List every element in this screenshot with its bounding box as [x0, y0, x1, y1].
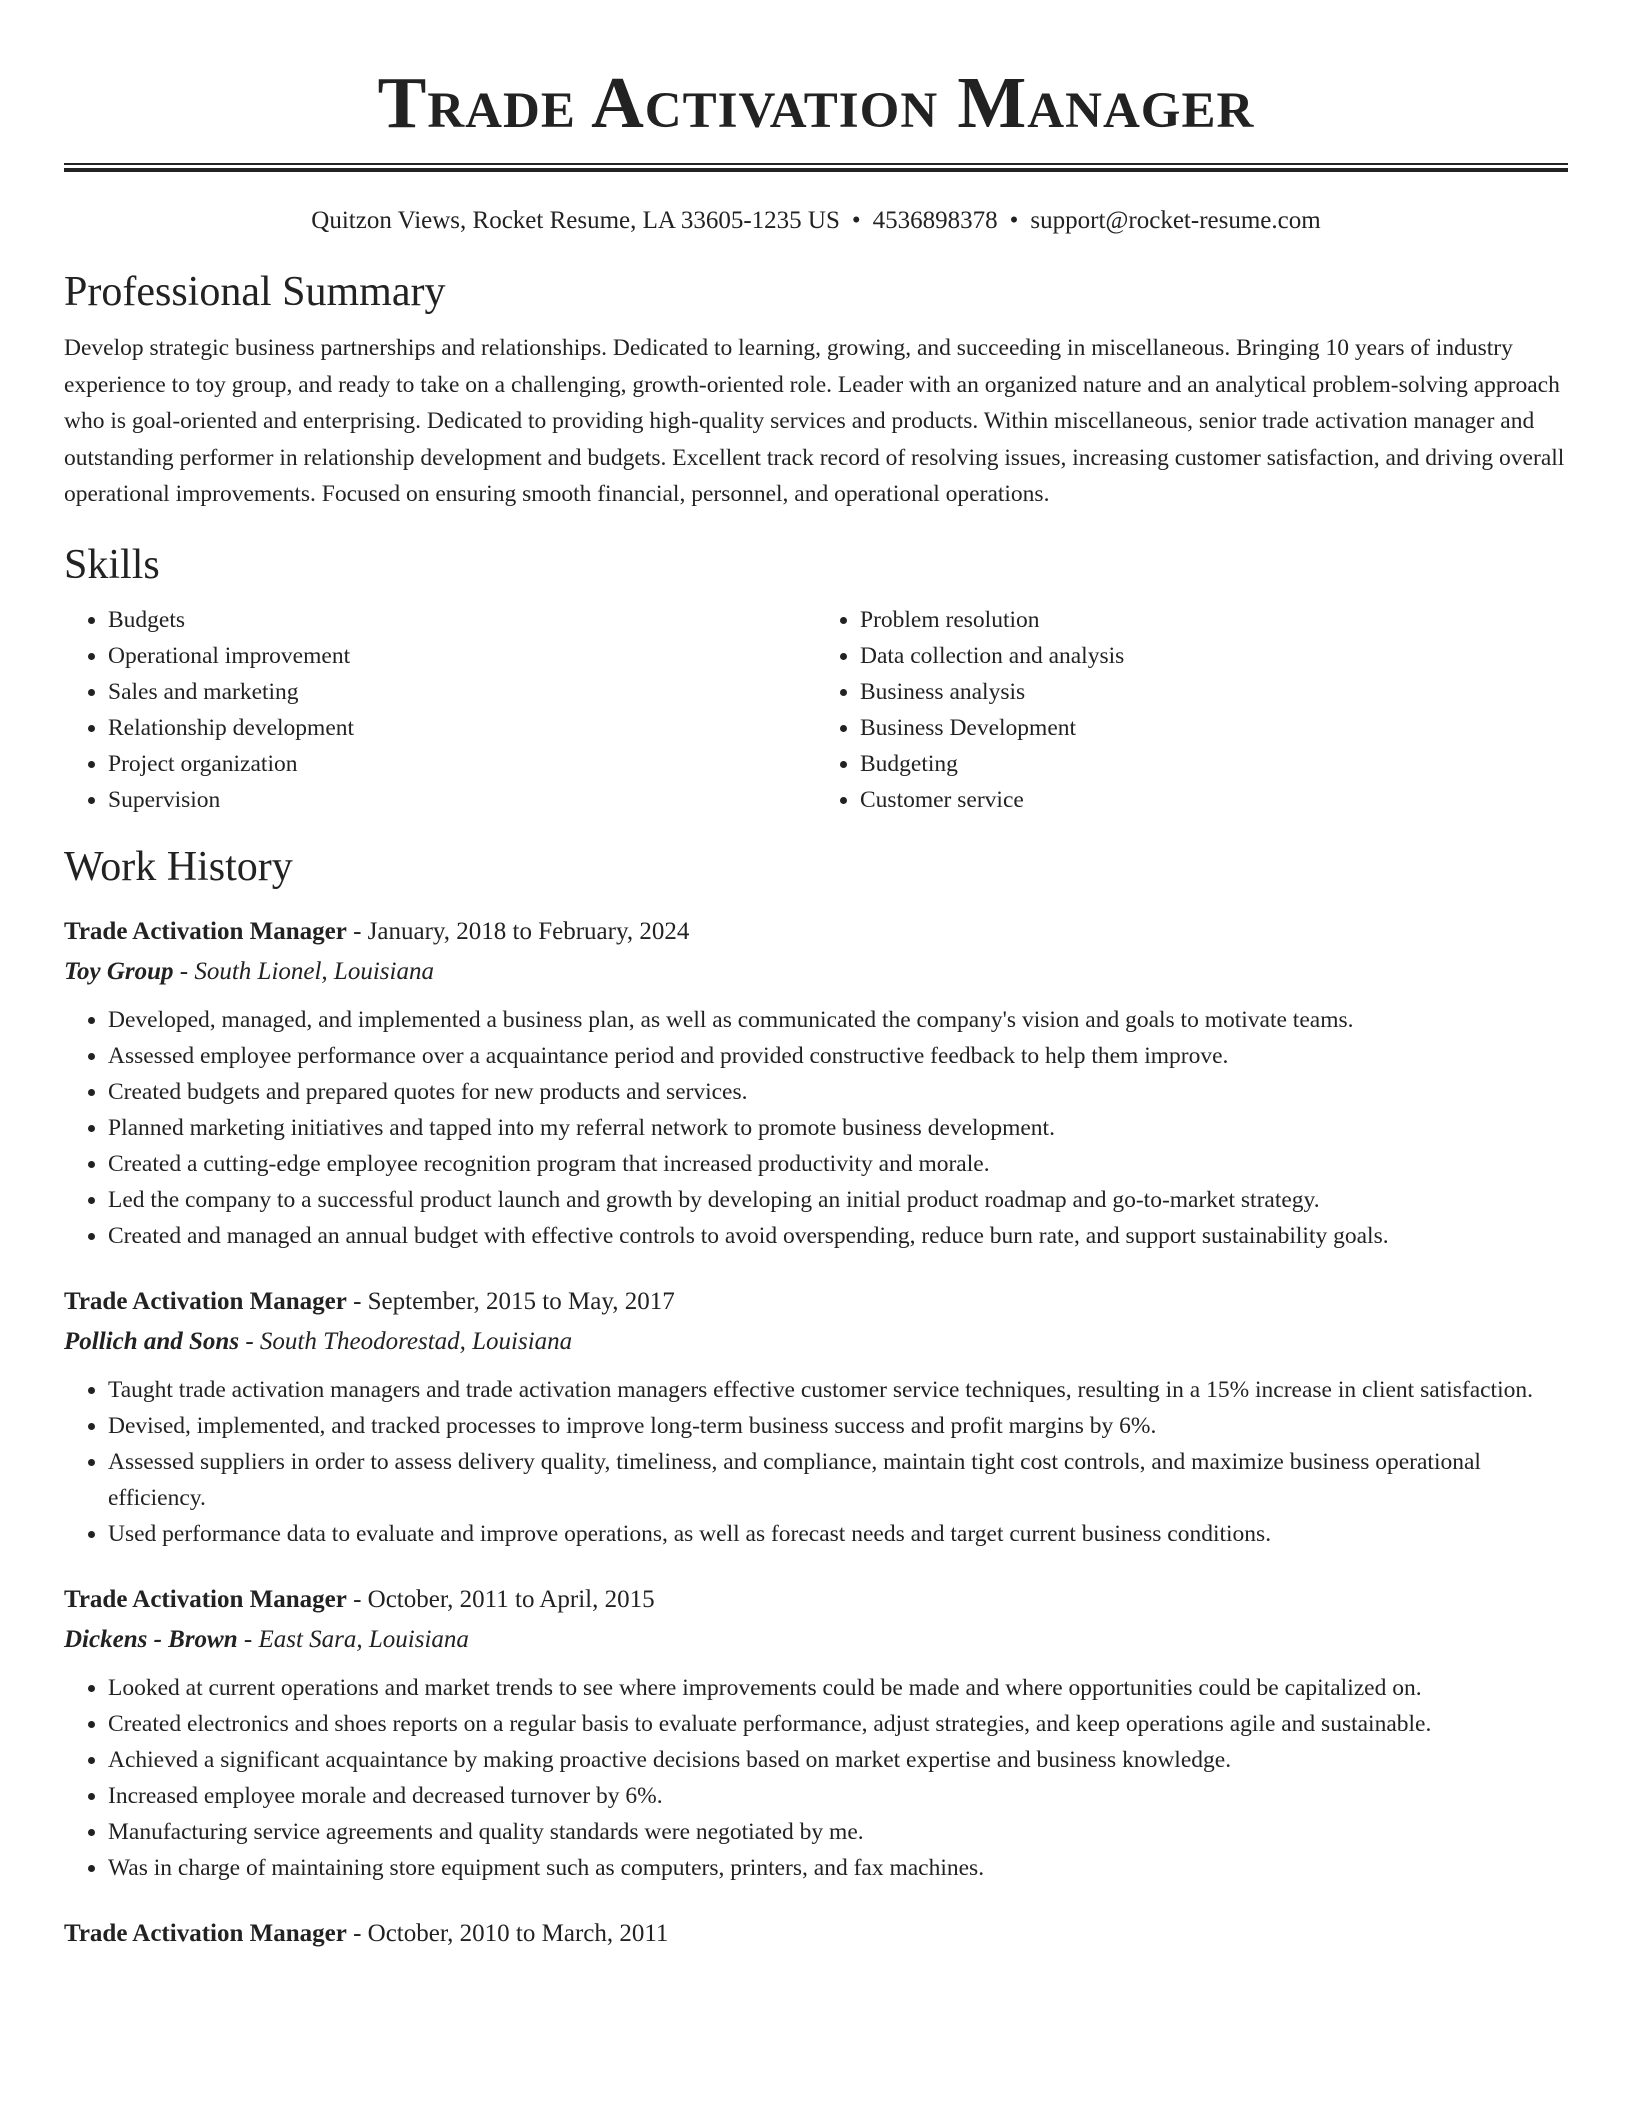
job-bullet: • Used performance data to evaluate and improve operations, as well as forecast needs and target current business conditions. [108, 1516, 1568, 1552]
skill-item: • Business analysis [860, 674, 1568, 710]
job-bullet: • Created a cutting-edge employee recognition program that increased productivity and morale. [108, 1146, 1568, 1182]
job-title-line [64, 915, 1568, 949]
skill-item: • Supervision [108, 782, 816, 818]
skills-list [64, 602, 1568, 818]
job-bullet: • Planned marketing initiatives and tapped into my referral network to promote business development. [108, 1110, 1568, 1146]
contact-separator: • [851, 207, 861, 234]
job-entry [64, 915, 1568, 1254]
company-line [64, 1623, 1568, 1657]
job-title-line [64, 1917, 1568, 1951]
contact-separator: • [1009, 207, 1019, 234]
contact-address: Quitzon Views, Rocket Resume, LA 33605-1235 US [311, 207, 840, 234]
skill-item: • Relationship development [108, 710, 816, 746]
job-bullet: • Led the company to a successful product launch and growth by developing an initial product roadmap and go-to-market strategy. [108, 1182, 1568, 1218]
company-name: Dickens - Brown [64, 1625, 238, 1653]
section-heading-work-history: Work History [64, 843, 293, 890]
skill-item: • Customer service [860, 782, 1568, 818]
job-bullets [64, 1002, 1568, 1254]
skill-item: • Project organization [108, 746, 816, 782]
summary-text: Develop strategic business partnerships and relationships. Dedicated to learning, growing, and succeeding in miscellaneous. Bringing 10 years of industry experience to toy group, and ready to take on a challenging, growth-oriented role. Leader with an organized nature and an analytical problem-solving approach who is goal-oriented and enterprising. Dedicated to providing high-quality services and products. Within miscellaneous, senior trade activation manager and outstanding performer in relationship development and budgets. Excellent track record of resolving issues, increasing customer satisfaction, and driving overall operational improvements. Focused on ensuring smooth financial, personnel, and operational operations. [64, 335, 1565, 507]
job-title: Trade Activation Manager [64, 1585, 347, 1613]
skill-item: • Budgets [108, 602, 816, 638]
job-dates: - October, 2011 to April, 2015 [346, 1585, 655, 1613]
job-dates: - October, 2010 to March, 2011 [346, 1919, 669, 1947]
company-name: Pollich and Sons [64, 1327, 240, 1355]
job-bullet: • Assessed suppliers in order to assess delivery quality, timeliness, and compliance, maintain tight cost controls, and maximize business operational efficiency. [108, 1444, 1568, 1516]
skills-column-left [64, 602, 816, 818]
job-bullet: • Increased employee morale and decreased turnover by 6%. [108, 1778, 1568, 1814]
job-bullet: • Achieved a significant acquaintance by making proactive decisions based on market expertise and business knowledge. [108, 1742, 1568, 1778]
skill-item: • Data collection and analysis [860, 638, 1568, 674]
job-title-line [64, 1285, 1568, 1319]
job-title: Trade Activation Manager [64, 1919, 347, 1947]
company-location: - South Lionel, Louisiana [173, 957, 434, 985]
company-line [64, 955, 1568, 989]
section-heading-summary: Professional Summary [64, 269, 446, 315]
job-bullets [64, 1670, 1568, 1886]
job-title: Trade Activation Manager [64, 1287, 347, 1315]
job-entry [64, 1583, 1568, 1886]
skill-item: • Sales and marketing [108, 674, 816, 710]
job-bullet: • Assessed employee performance over a acquaintance period and provided constructive feedback to help them improve. [108, 1038, 1568, 1074]
job-bullet: • Created budgets and prepared quotes for new products and services. [108, 1074, 1568, 1110]
job-bullet: • Developed, managed, and implemented a business plan, as well as communicated the company's vision and goals to motivate teams. [108, 1002, 1568, 1038]
job-bullet: • Created electronics and shoes reports on a regular basis to evaluate performance, adjust strategies, and keep operations agile and sustainable. [108, 1706, 1568, 1742]
job-dates: - September, 2015 to May, 2017 [346, 1287, 675, 1315]
job-title: Trade Activation Manager [64, 917, 347, 945]
company-location: - East Sara, Louisiana [237, 1625, 469, 1653]
job-entry [64, 1917, 1568, 1951]
section-heading-skills: Skills [64, 541, 160, 588]
skill-item: • Operational improvement [108, 638, 816, 674]
job-bullets [64, 1372, 1568, 1552]
company-name: Toy Group [64, 957, 174, 985]
skill-item: • Business Development [860, 710, 1568, 746]
job-bullet: • Devised, implemented, and tracked processes to improve long-term business success and profit margins by 6%. [108, 1408, 1568, 1444]
contact-email: support@rocket-resume.com [1030, 207, 1321, 234]
contact-phone: 4536898378 [872, 207, 998, 234]
skills-column-right [816, 602, 1568, 818]
job-bullet: • Looked at current operations and market trends to see where improvements could be made and where opportunities could be capitalized on. [108, 1670, 1568, 1706]
skill-item: • Problem resolution [860, 602, 1568, 638]
company-line [64, 1325, 1568, 1359]
job-bullet: • Was in charge of maintaining store equipment such as computers, printers, and fax machines. [108, 1850, 1568, 1886]
job-entry [64, 1285, 1568, 1552]
company-location: - South Theodorestad, Louisiana [239, 1327, 573, 1355]
job-bullet: • Manufacturing service agreements and quality standards were negotiated by me. [108, 1814, 1568, 1850]
header-double-rule [64, 163, 1568, 172]
job-bullet: • Created and managed an annual budget with effective controls to avoid overspending, reduce burn rate, and support sustainability goals. [108, 1218, 1568, 1254]
job-title-line [64, 1583, 1568, 1617]
skill-item: • Budgeting [860, 746, 1568, 782]
contact-line [64, 206, 1568, 236]
job-bullet: • Taught trade activation managers and trade activation managers effective customer service techniques, resulting in a 15% increase in client satisfaction. [108, 1372, 1568, 1408]
resume-name: Trade Activation Manager [377, 62, 1255, 143]
job-dates: - January, 2018 to February, 2024 [346, 917, 690, 945]
